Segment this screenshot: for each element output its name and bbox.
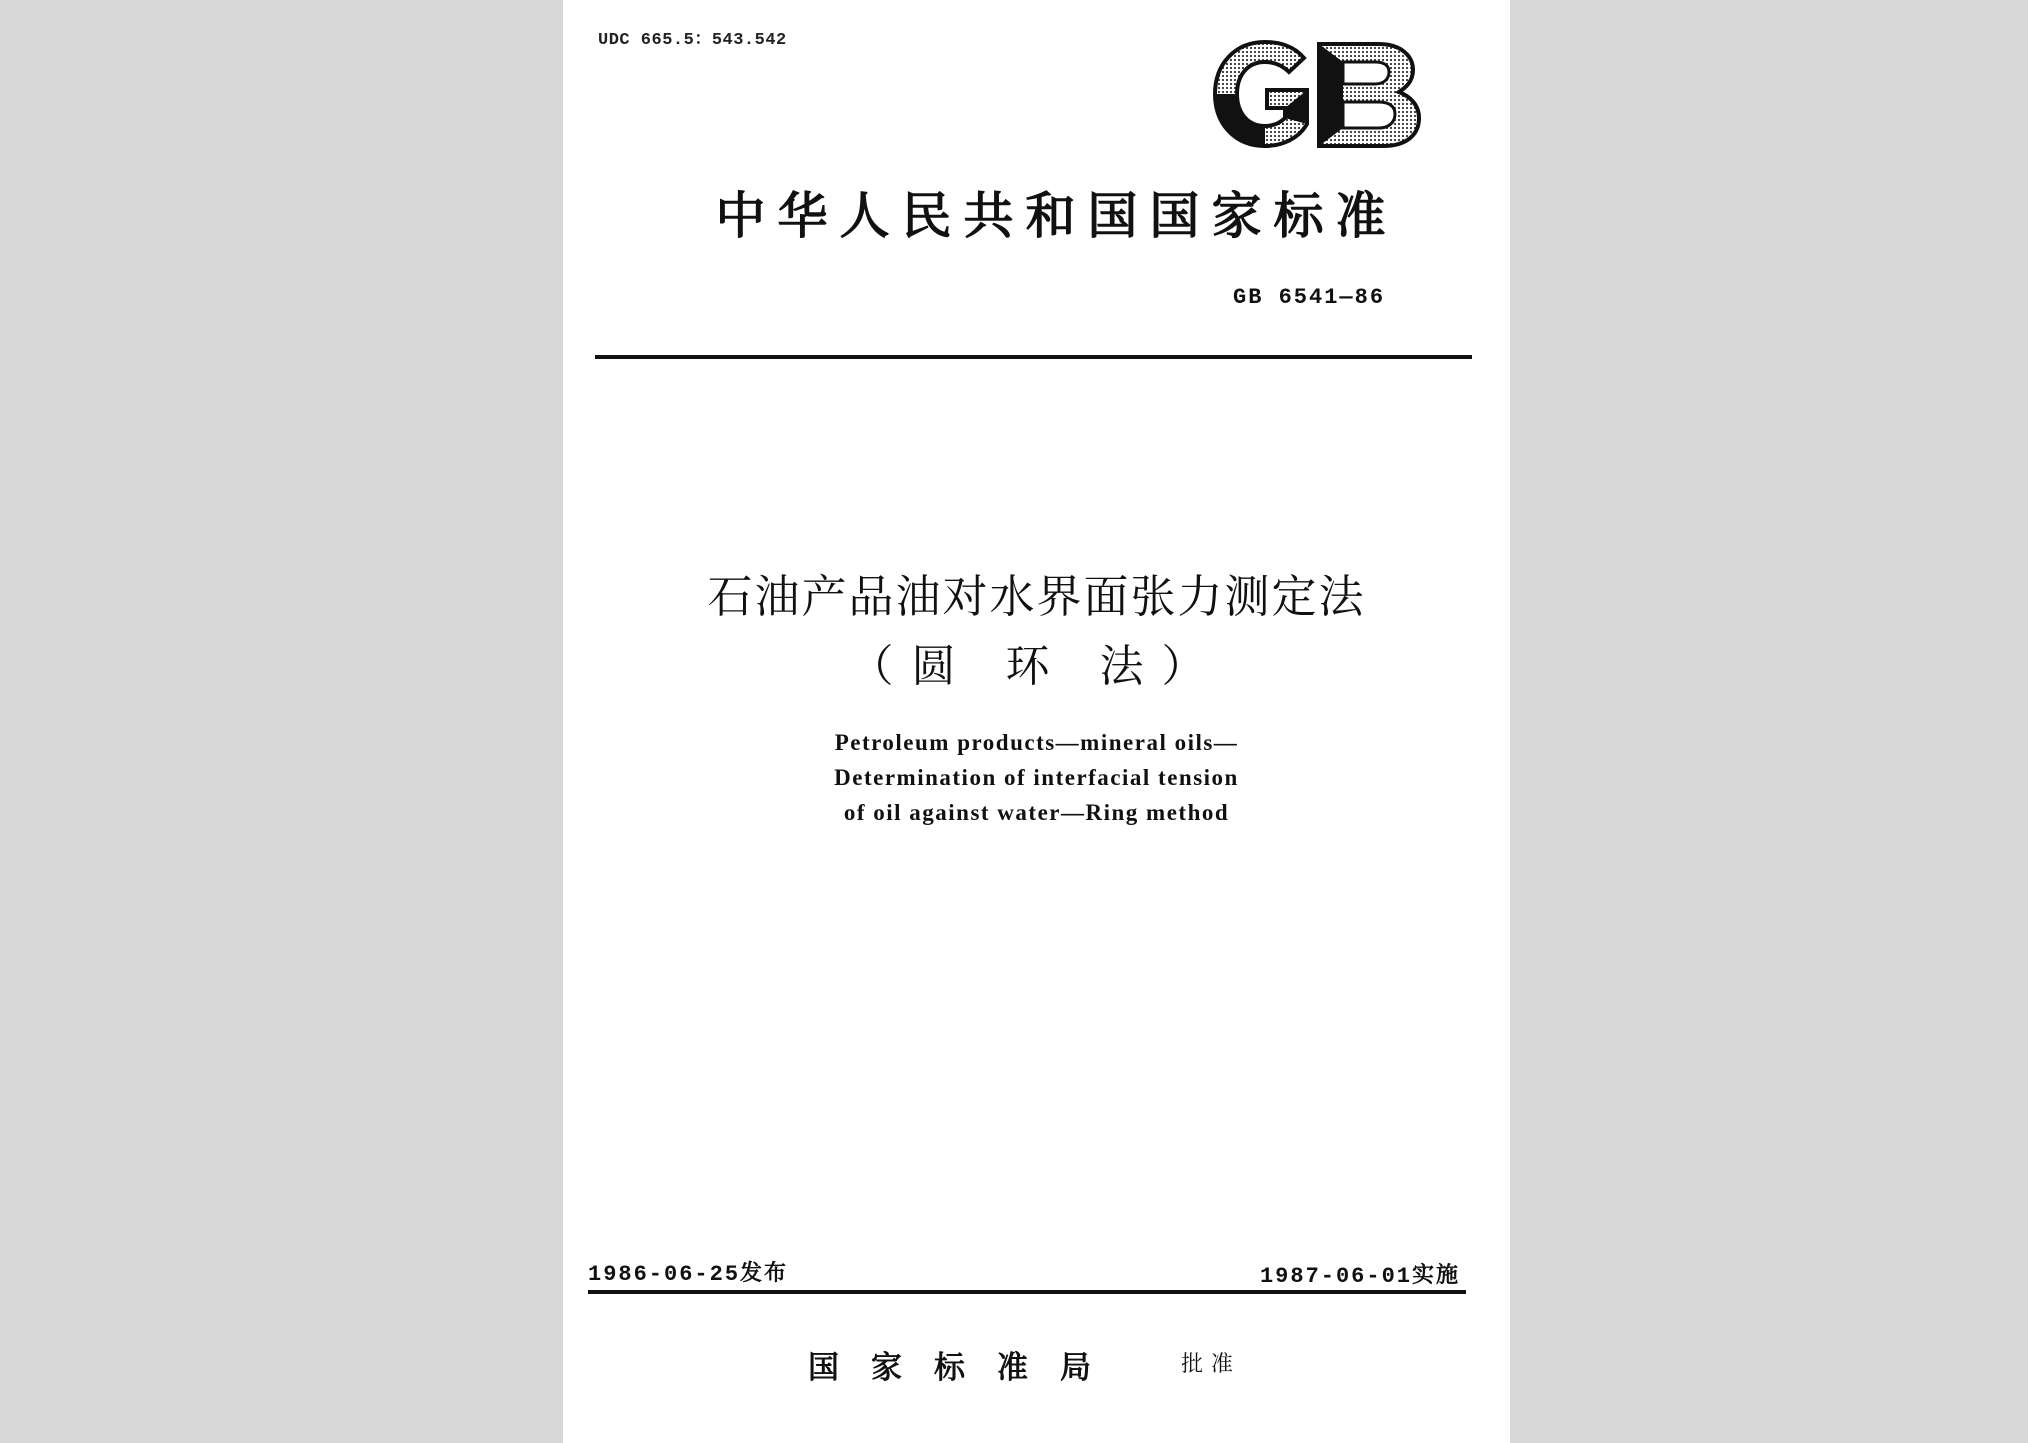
udc-code: UDC 665.5：543.542 xyxy=(598,31,787,50)
chinese-subtitle: （圆 环 法） xyxy=(849,641,1224,692)
national-standard-title: 中华人民共和国国家标准 xyxy=(715,187,1398,245)
approval-label: 批准 xyxy=(1181,1352,1242,1377)
gb-logo-b xyxy=(1319,44,1419,146)
english-title-line-2: Determination of interfacial tension xyxy=(834,765,1239,790)
standard-number: GB 6541—86 xyxy=(1233,285,1386,310)
chinese-title: 石油产品油对水界面张力测定法 xyxy=(707,570,1366,623)
top-divider xyxy=(595,355,1472,359)
english-title-line-3: of oil against water—Ring method xyxy=(843,800,1230,825)
effective-date: 1987-06-01实施 xyxy=(1259,1264,1460,1289)
english-title-line-1: Petroleum products—mineral oils— xyxy=(834,730,1239,755)
document-page xyxy=(563,0,1510,1443)
bottom-divider xyxy=(588,1290,1466,1294)
gb-logo xyxy=(1209,38,1423,150)
issue-date: 1986-06-25发布 xyxy=(588,1262,789,1287)
approving-authority: 国家标准局 xyxy=(808,1350,1123,1386)
gb-logo-g xyxy=(1215,42,1307,146)
